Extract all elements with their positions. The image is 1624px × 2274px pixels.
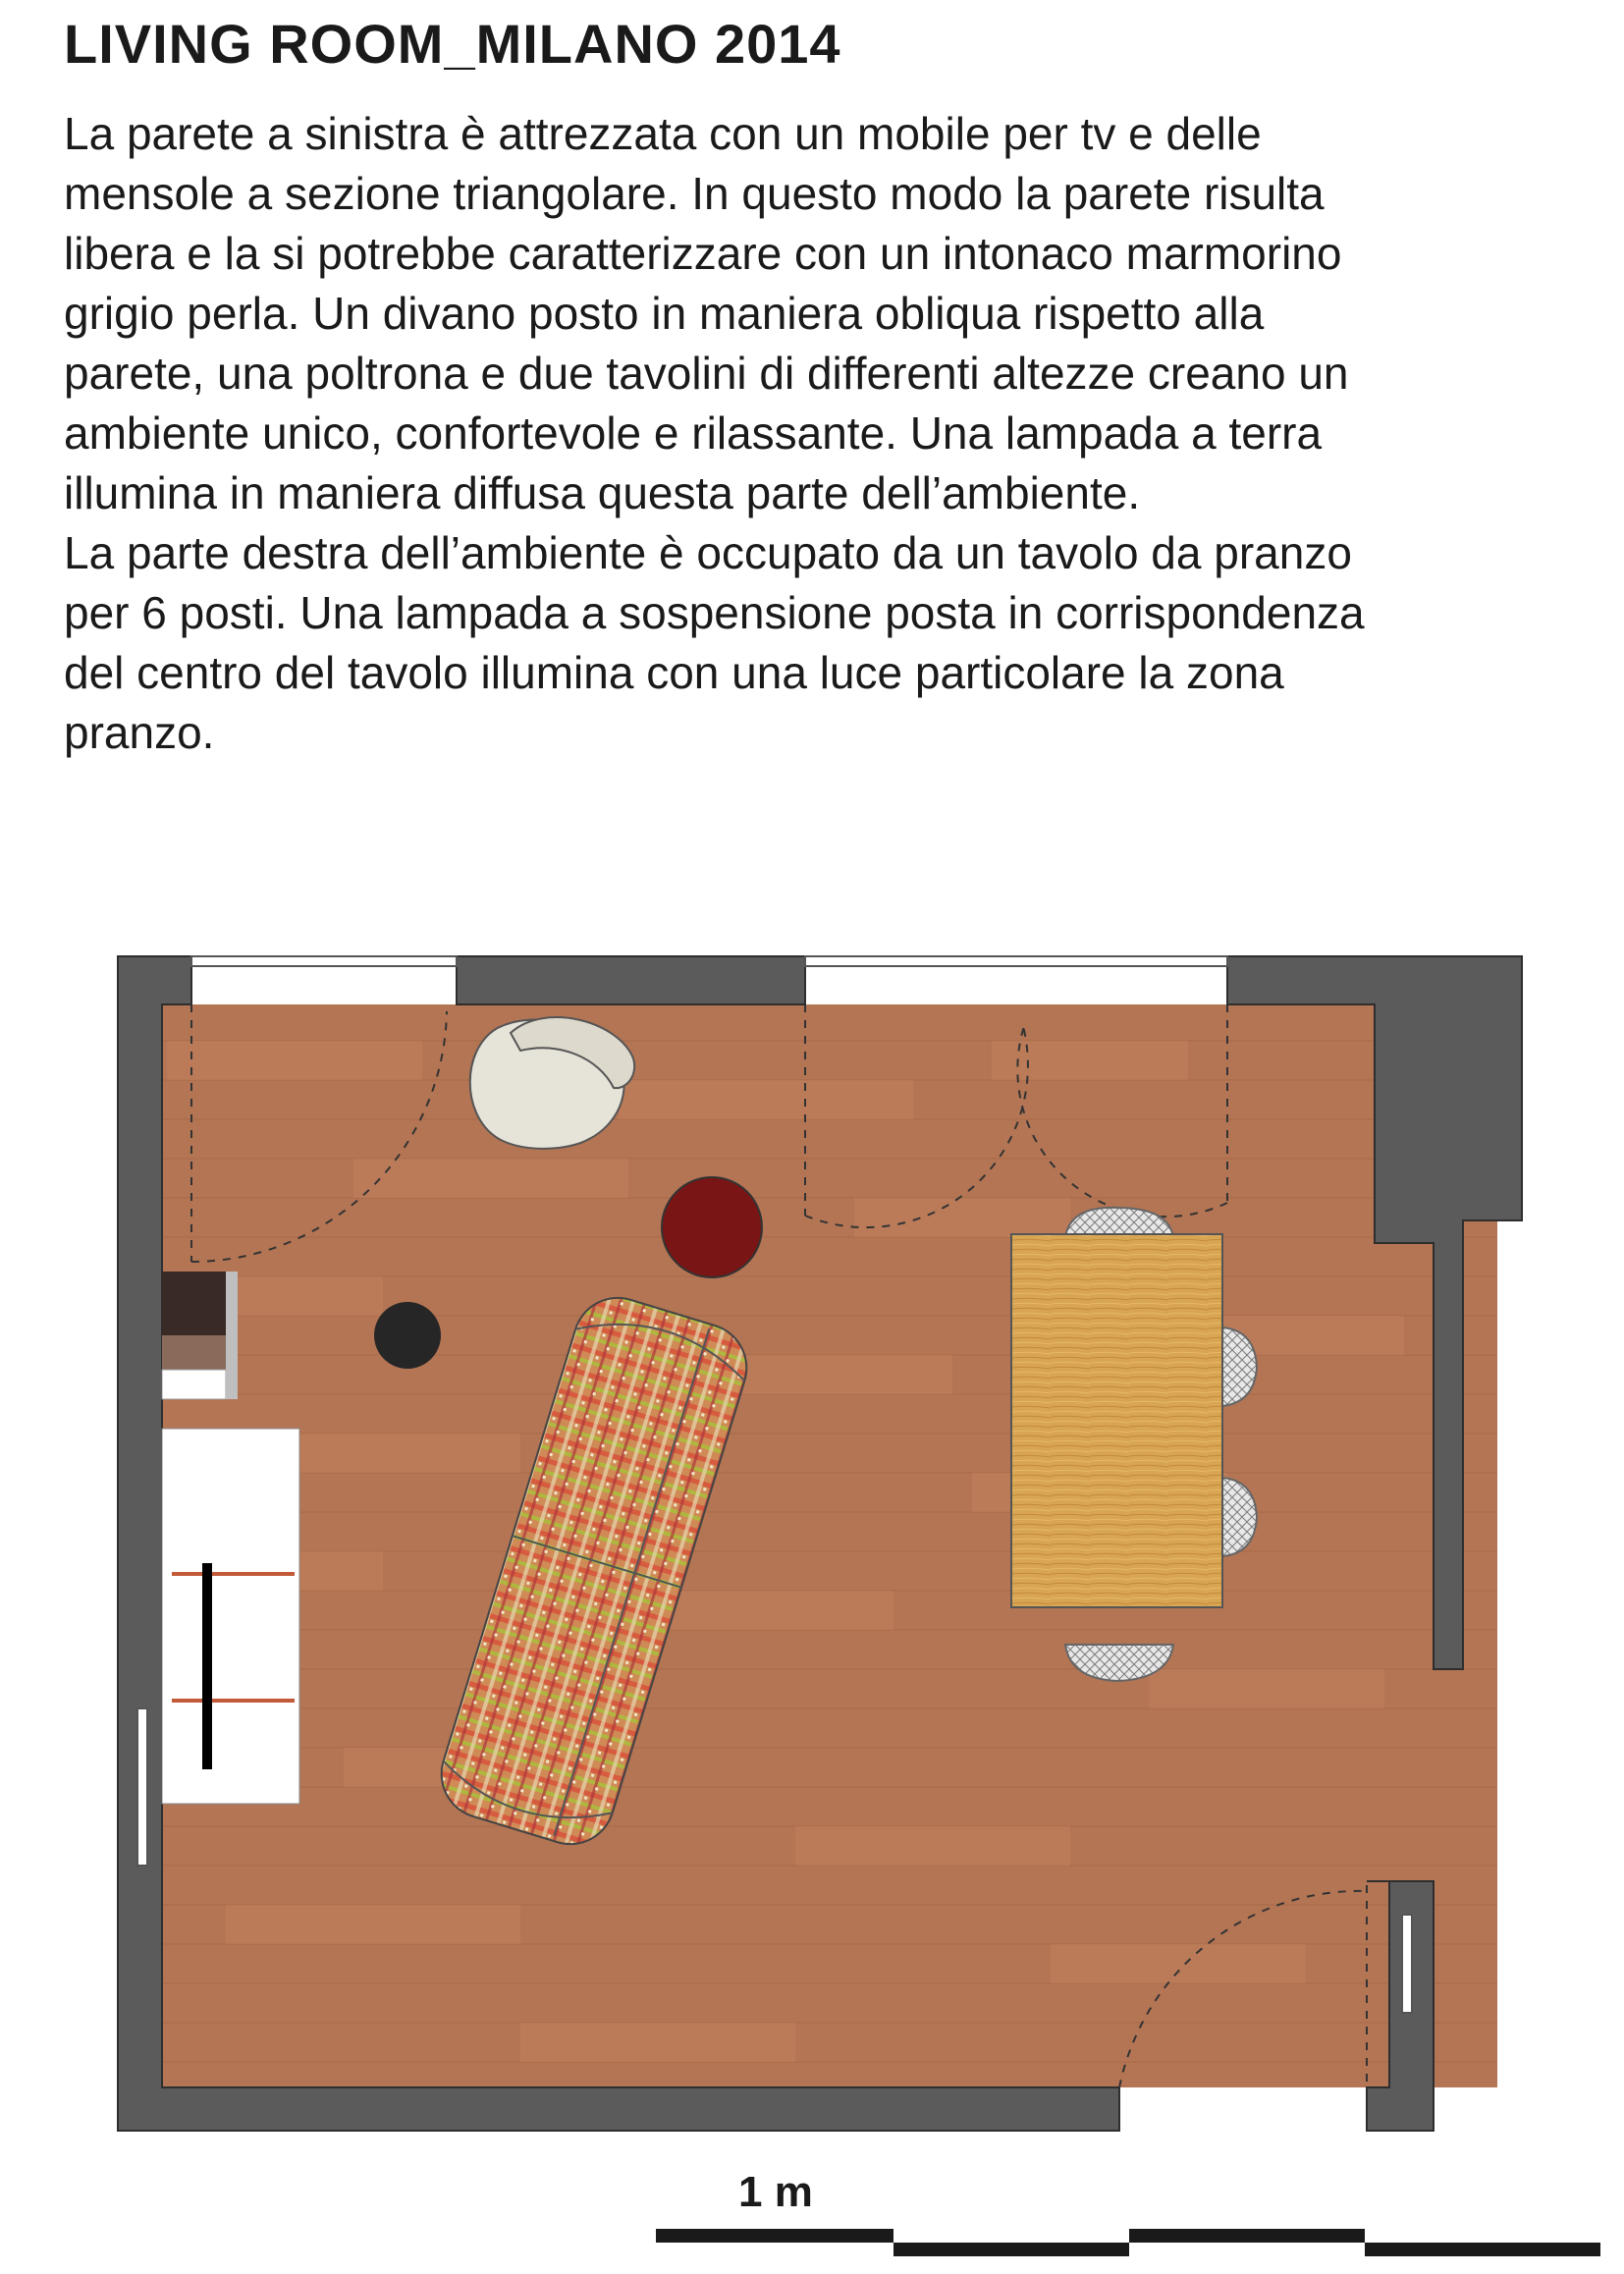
dining-table [1011, 1234, 1222, 1607]
description-text: La parete a sinistra è attrezzata con un mobile per tv e delle mensole a sezione triangolare. In questo modo la parete risulta libera e la si potrebbe caratterizzare con un intonaco marmorino grigio perla. Un divano posto in maniera obliqua rispetto alla parete, una poltrona e due tavolini di differenti altezze creano un ambiente unico, confortevole e rilassante. Una lampada a terra illumina in maniera diffusa questa parte dell’ambiente. La parte destra dell’ambiente è occupato da un tavolo da pranzo per 6 posti. Una lampada a sospensione posta in corrispondenza del centro del tavolo illumina con una luce particolare la zona pranzo. [64, 108, 1365, 758]
scale-label: 1 m [738, 2168, 813, 2216]
scale-segment [1129, 2229, 1365, 2243]
parquet-floor [142, 1004, 1497, 2087]
black-side-table [374, 1302, 441, 1369]
page-title: LIVING ROOM_MILANO 2014 [64, 13, 841, 75]
scale-segment [656, 2229, 893, 2243]
triangular-shelves [162, 1429, 299, 1804]
scale-segment [1365, 2243, 1600, 2256]
scale-bar [656, 2229, 1600, 2256]
scale-segment [893, 2243, 1129, 2256]
wall-top-middle [457, 956, 805, 1004]
floor-plan [108, 943, 1532, 2160]
red-side-table [662, 1177, 762, 1277]
tv-cabinet [162, 1272, 238, 1399]
